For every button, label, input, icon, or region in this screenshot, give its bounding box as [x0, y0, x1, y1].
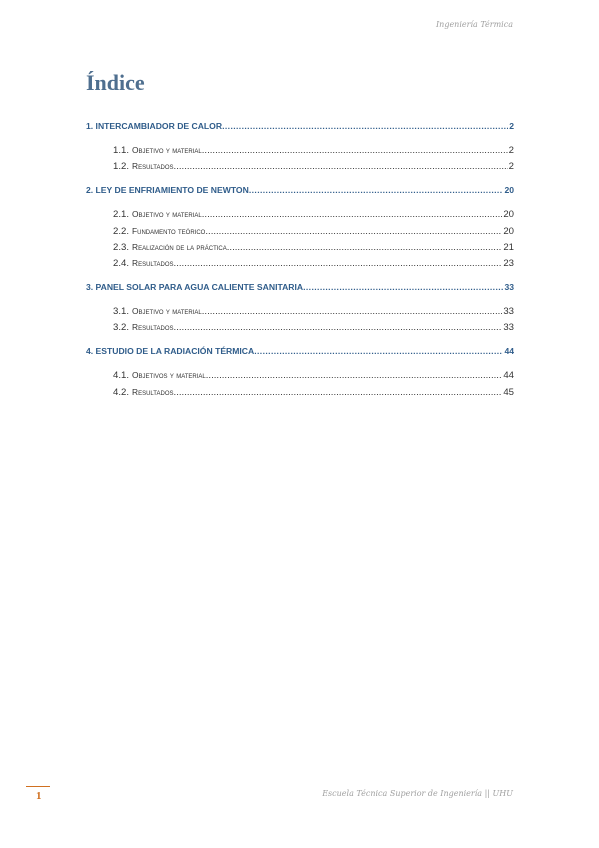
- toc-leader-dots: [202, 145, 508, 156]
- toc-section-text: Resultados: [132, 386, 174, 397]
- toc-leader-dots: [174, 161, 508, 172]
- toc-section-1-2[interactable]: [86, 161, 514, 173]
- toc-section-page: 23: [503, 258, 514, 270]
- toc-leader-dots: [227, 242, 503, 253]
- toc-section-label: [113, 387, 174, 398]
- toc-leader-dots: [206, 370, 503, 381]
- toc-section-4-1[interactable]: [86, 370, 514, 382]
- toc-section-text: Objetivo y material: [132, 209, 202, 220]
- toc-section-2-1[interactable]: [86, 209, 514, 221]
- toc-section-label: [113, 145, 202, 156]
- footer-divider: [26, 786, 50, 787]
- toc-leader-dots: [254, 346, 503, 356]
- toc-leader-dots: [205, 226, 502, 237]
- toc-section-page: 33: [503, 306, 514, 318]
- toc-section-number: 3.1.: [113, 306, 130, 318]
- toc-section-text: Realización de la práctica: [132, 241, 227, 252]
- toc-chapter-page: 33: [504, 282, 514, 293]
- toc-section-text: Resultados: [132, 322, 174, 333]
- toc-section-page: 33: [503, 322, 514, 334]
- toc-section-2-3[interactable]: [86, 242, 514, 254]
- toc-leader-dots: [202, 306, 503, 317]
- toc-section-number: 2.3.: [113, 241, 130, 253]
- toc-chapter-label: 4. ESTUDIO DE LA RADIACIÓN TÉRMICA: [86, 346, 255, 357]
- toc-section-page: 21: [503, 241, 514, 253]
- toc-leader-dots: [174, 322, 503, 333]
- toc-chapter-label: 3. PANEL SOLAR PARA AGUA CALIENTE SANITARIA: [86, 282, 304, 293]
- toc-section-number: 1.1.: [113, 145, 130, 156]
- toc-leader-dots: [303, 282, 503, 292]
- toc-section-text: Fundamento teórico: [132, 225, 206, 236]
- toc-section-text: Objetivo y material: [132, 306, 202, 317]
- table-of-contents: [86, 120, 514, 403]
- toc-leader-dots: [174, 258, 503, 269]
- toc-chapter-label: 2. LEY DE ENFRIAMIENTO DE NEWTON: [86, 185, 249, 196]
- page-title: Índice: [86, 70, 145, 95]
- toc-section-label: [113, 306, 202, 317]
- toc-leader-dots: [249, 185, 504, 195]
- toc-section-label: [113, 209, 202, 220]
- footer-page-number: 1: [36, 790, 42, 802]
- running-header: Ingeniería Térmica: [436, 20, 513, 29]
- toc-section-text: Objetivos y material: [132, 370, 206, 381]
- toc-chapter-1[interactable]: [86, 121, 514, 133]
- toc-section-page: 20: [503, 209, 514, 221]
- toc-section-page: 2: [508, 161, 514, 173]
- toc-section-3-1[interactable]: [86, 306, 514, 318]
- toc-chapter-page: 20: [504, 185, 514, 196]
- toc-chapter-label: 1. INTERCAMBIADOR DE CALOR: [86, 121, 223, 131]
- toc-section-label: [113, 226, 205, 237]
- toc-section-number: 3.2.: [113, 322, 130, 334]
- toc-section-label: [113, 322, 174, 333]
- footer-institution: Escuela Técnica Superior de Ingeniería || UHU: [322, 789, 513, 798]
- toc-chapter-3[interactable]: [86, 282, 514, 294]
- toc-section-label: [113, 258, 174, 269]
- toc-section-number: 4.2.: [113, 386, 130, 398]
- toc-section-1-1[interactable]: [86, 145, 514, 157]
- toc-section-number: 1.2.: [113, 161, 130, 173]
- toc-section-page: 20: [503, 225, 514, 237]
- toc-section-text: Objetivo y material: [132, 145, 202, 155]
- toc-leader-dots: [222, 121, 508, 131]
- toc-section-3-2[interactable]: [86, 322, 514, 334]
- toc-chapter-page: 2: [509, 121, 514, 131]
- toc-chapter-4[interactable]: [86, 346, 514, 358]
- toc-section-text: Resultados: [132, 258, 174, 269]
- toc-section-4-2[interactable]: [86, 387, 514, 399]
- toc-section-number: 2.1.: [113, 209, 130, 221]
- toc-section-number: 2.2.: [113, 225, 130, 237]
- toc-section-number: 2.4.: [113, 258, 130, 270]
- toc-section-number: 4.1.: [113, 370, 130, 382]
- toc-leader-dots: [174, 387, 503, 398]
- toc-section-text: Resultados: [132, 161, 174, 172]
- toc-section-label: [113, 161, 174, 172]
- toc-section-2-4[interactable]: [86, 258, 514, 270]
- toc-section-page: 44: [503, 370, 514, 382]
- toc-chapter-2[interactable]: [86, 185, 514, 197]
- toc-leader-dots: [202, 209, 503, 220]
- toc-section-page: 45: [503, 386, 514, 398]
- toc-section-label: [113, 370, 206, 381]
- toc-section-page: 2: [508, 145, 514, 156]
- toc-section-2-2[interactable]: [86, 226, 514, 238]
- toc-section-label: [113, 242, 227, 253]
- toc-chapter-page: 44: [504, 346, 514, 357]
